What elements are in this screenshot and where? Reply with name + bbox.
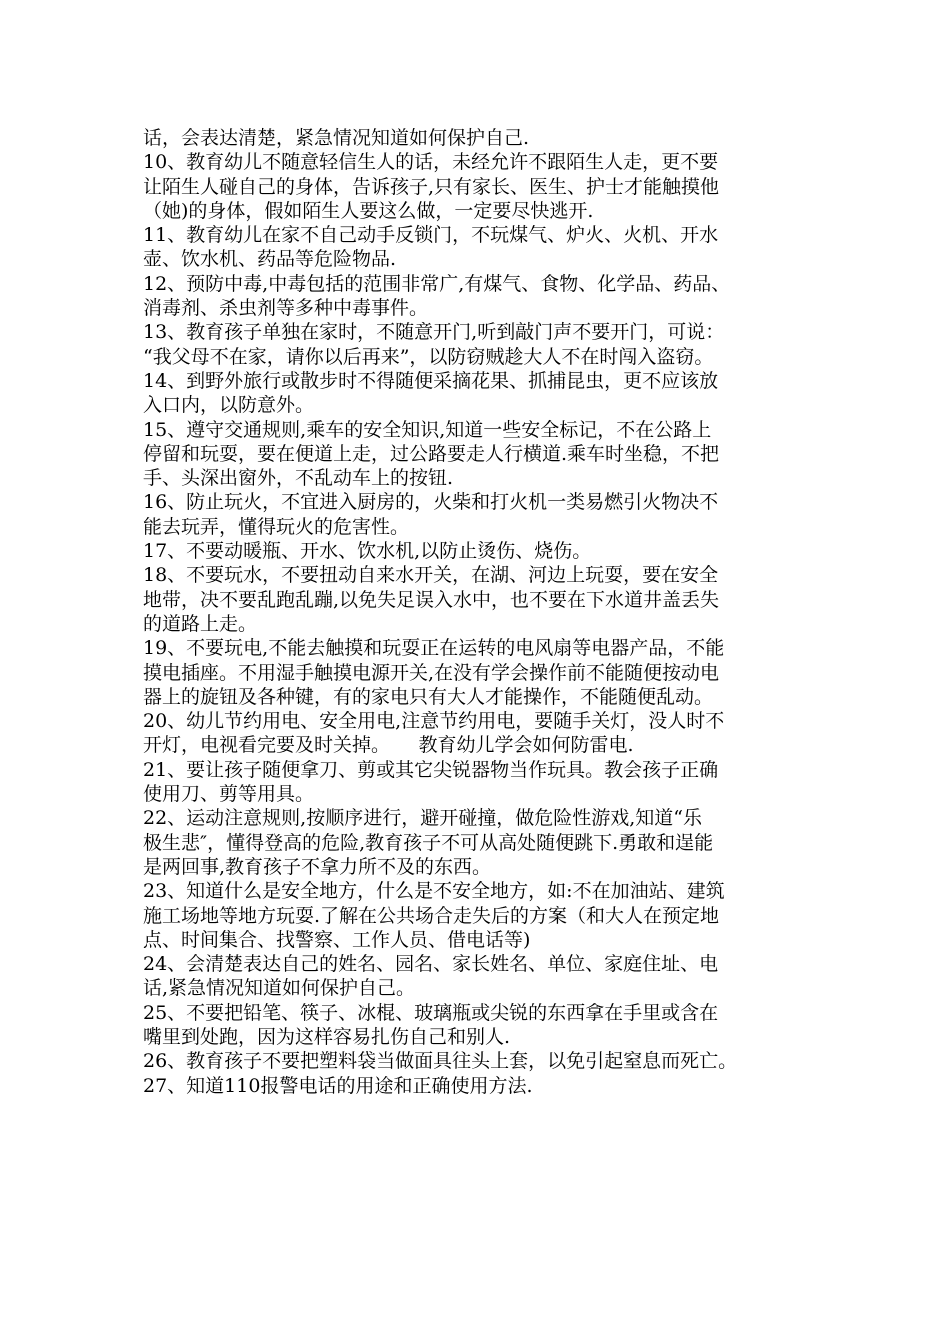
text-line: 11、教育幼儿在家不自己动手反锁门，不玩煤气、炉火、火机、开水 (143, 224, 719, 247)
text-line: 21、要让孩子随便拿刀、剪或其它尖锐器物当作玩具。教会孩子正确 (143, 758, 719, 781)
list-item (143, 320, 823, 369)
list-item (143, 539, 823, 563)
list-item (143, 418, 823, 491)
text-line: 15、遵守交通规则,乘车的安全知识,知道一些安全标记，不在公路上 (143, 418, 712, 441)
list-item (143, 150, 823, 223)
text-line: 停留和玩耍，要在便道上走，过公路要走人行横道.乘车时坐稳，不把 (143, 442, 720, 465)
text-line: 施工场地等地方玩耍.了解在公共场合走失后的方案（和大人在预定地 (143, 904, 720, 927)
text-line: 点、时间集合、找警察、工作人员、借电话等) (143, 928, 531, 951)
text-line: 话,紧急情况知道如何保护自己。 (143, 977, 416, 1000)
text-line: 14、到野外旅行或散步时不得随便采摘花果、抓捕昆虫，更不应该放 (143, 369, 719, 392)
text-line: 让陌生人碰自己的身体，告诉孩子,只有家长、医生、护士才能触摸他 (143, 175, 720, 198)
list-item (143, 126, 823, 150)
text-line: 手、头深出窗外，不乱动车上的按钮. (143, 467, 454, 490)
text-line: 19、不要玩电,不能去触摸和玩耍正在运转的电风扇等电器产品，不能 (143, 637, 725, 660)
text-line: 器上的旋钮及各种键，有的家电只有大人才能操作，不能随便乱动。 (143, 685, 714, 708)
text-line: “我父母不在家，请你以后再来”，以防窃贼趁大人不在时闯入盗窃。 (143, 345, 714, 368)
list-item (143, 758, 823, 807)
list-item (143, 272, 823, 321)
text-line: 嘴里到处跑，因为这样容易扎伤自己和别人. (143, 1025, 511, 1048)
text-line: 能去玩弄，懂得玩火的危害性。 (143, 515, 410, 538)
list-item (143, 223, 823, 272)
text-line: 摸电插座。不用湿手触摸电源开关,在没有学会操作前不能随便按动电 (143, 661, 720, 684)
text-line: 16、防止玩火，不宜进入厨房的，火柴和打火机一类易燃引火物决不 (143, 491, 719, 514)
list-item (143, 369, 823, 418)
text-line: 是两回事,教育孩子不拿力所不及的东西。 (143, 855, 492, 878)
list-item (143, 709, 823, 758)
list-item (143, 563, 823, 636)
text-line: 24、会清楚表达自己的姓名、园名、家长姓名、单位、家庭住址、电 (143, 953, 719, 976)
text-line: （她)的身体，假如陌生人要这么做，一定要尽快逃开. (143, 199, 594, 222)
text-line: 的道路上走。 (143, 612, 258, 635)
text-line: 地带，决不要乱跑乱蹦,以免失足误入水中，也不要在下水道井盖丢失 (143, 588, 720, 611)
list-item (143, 952, 823, 1001)
list-item (143, 1049, 823, 1073)
text-line: 使用刀、剪等用具。 (143, 783, 315, 806)
text-line: 开灯，电视看完要及时关掉。 教育幼儿学会如何防雷电. (143, 734, 634, 757)
list-item (143, 806, 823, 879)
text-line: 入口内，以防意外。 (143, 394, 315, 417)
list-item (143, 636, 823, 709)
list-item (143, 1001, 823, 1050)
text-line: 25、不要把铅笔、筷子、冰棍、玻璃瓶或尖锐的东西拿在手里或含在 (143, 1001, 719, 1024)
text-line: 消毒剂、杀虫剂等多种中毒事件。 (143, 297, 429, 320)
text-line: 22、运动注意规则,按顺序进行，避开碰撞，做危险性游戏,知道“乐 (143, 807, 702, 830)
text-line: 18、不要玩水，不要扭动自来水开关，在湖、河边上玩耍，要在安全 (143, 564, 719, 587)
text-line: 26、教育孩子不要把塑料袋当做面具往头上套，以免引起窒息而死亡。 (143, 1050, 738, 1073)
list-item (143, 879, 823, 952)
text-line: 20、幼儿节约用电、安全用电,注意节约用电，要随手关灯，没人时不 (143, 710, 725, 733)
list-item (143, 490, 823, 539)
text-line: 23、知道什么是安全地方，什么是不安全地方，如:不在加油站、建筑 (143, 880, 725, 903)
text-line: 27、知道110报警电话的用途和正确使用方法. (143, 1074, 533, 1097)
document-body (143, 126, 823, 1098)
text-line: 壶、饮水机、药品等危险物品. (143, 248, 397, 271)
list-item (143, 1074, 823, 1098)
text-line: 12、预防中毒,中毒包括的范围非常广,有煤气、食物、化学品、药品、 (143, 272, 731, 295)
text-line: 10、教育幼儿不随意轻信生人的话，未经允许不跟陌生人走，更不要 (143, 151, 719, 174)
text-line: 13、教育孩子单独在家时，不随意开门,听到敲门声不要开门，可说： (143, 321, 725, 344)
text-line: 极生悲″，懂得登高的危险,教育孩子不可从高处随便跳下.勇敢和逞能 (143, 831, 714, 854)
text-line: 17、不要动暖瓶、开水、饮水机,以防止烫伤、烧伤。 (143, 540, 592, 563)
text-line: 话，会表达清楚，紧急情况知道如何保护自己. (143, 127, 530, 149)
